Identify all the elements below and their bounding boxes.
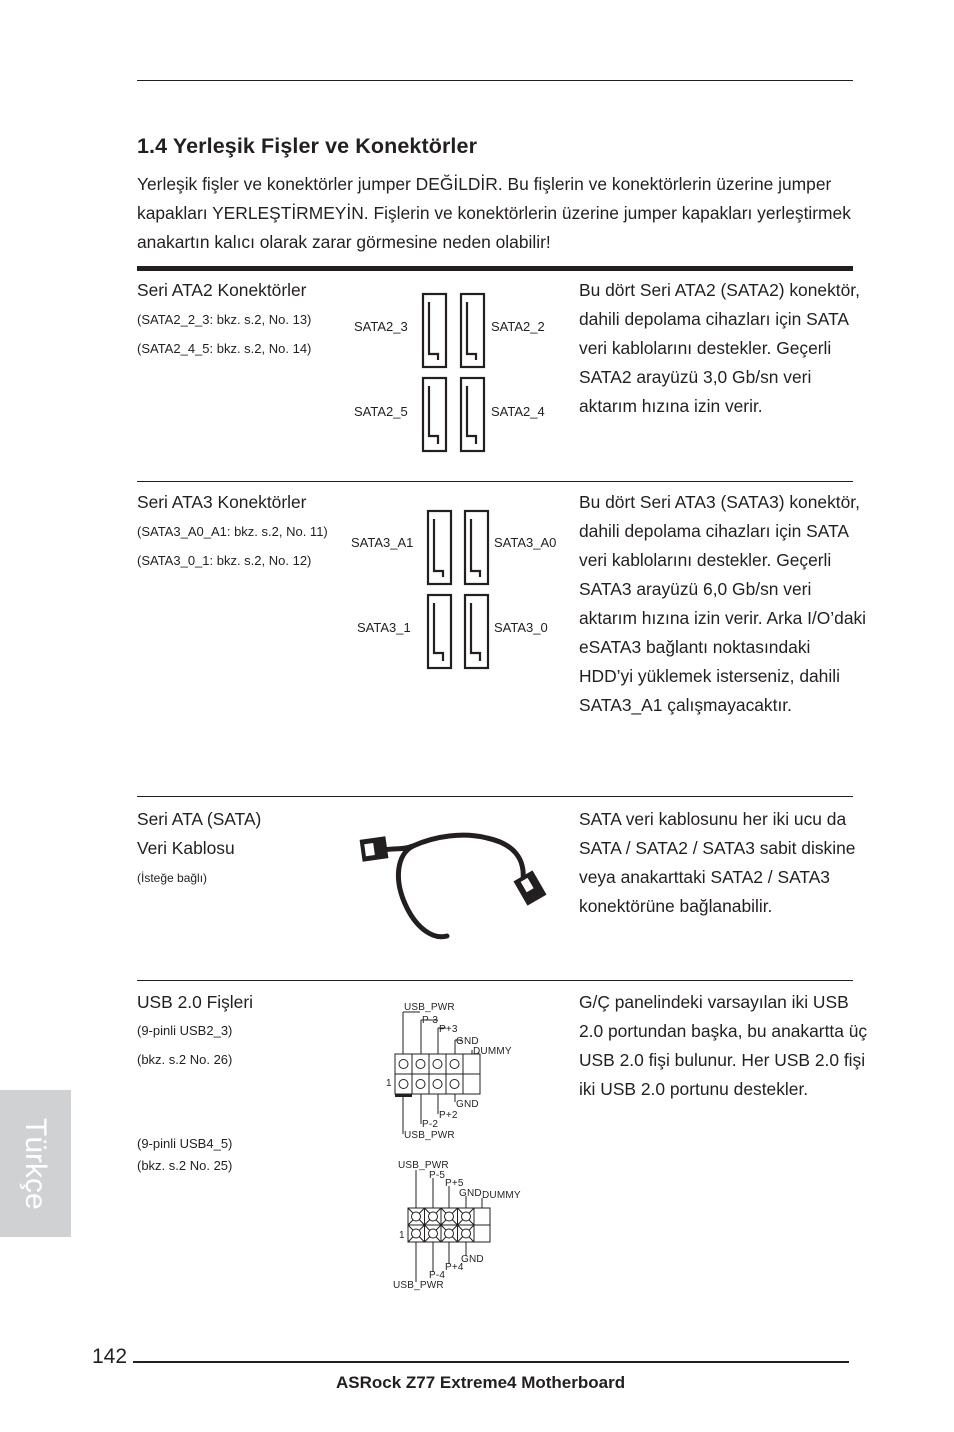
- row-divider-2: [137, 796, 853, 797]
- usb2-label-p+4: P+4: [445, 1262, 464, 1273]
- sata2-label-5: SATA2_5: [354, 404, 408, 419]
- cable-title-line1: Seri ATA (SATA): [137, 809, 262, 829]
- sata3-label-a1: SATA3_A1: [351, 535, 414, 550]
- cable-description: SATA veri kablosunu her iki ucu da SATA / SATA2 / SATA3 sabit diskine veya anakarttaki SATA2 / SATA3 konektörüne bağlanabilir.: [579, 809, 856, 916]
- usb2-label-gnd-bottom: GND: [461, 1254, 484, 1265]
- usb-header1-ref-a: (9-pinli USB2_3): [137, 1023, 233, 1038]
- usb1-label-p-3: P-3: [422, 1015, 439, 1026]
- language-side-label: Türkçe: [19, 1117, 52, 1210]
- sata2-title: Seri ATA2 Konektörler: [137, 280, 307, 300]
- usb-header2-ref-a: (9-pinli USB4_5): [137, 1136, 233, 1151]
- usb-description: G/Ç panelindeki varsayılan iki USB 2.0 portundan başka, bu anakartta üç USB 2.0 fişi bulunur. Her USB 2.0 fişi iki USB 2.0 portunu destekler.: [579, 992, 868, 1099]
- sata3-label-1: SATA3_1: [357, 620, 411, 635]
- usb1-pin-grid: [390, 1010, 490, 1145]
- sata3-label-a0: SATA3_A0: [494, 535, 557, 550]
- footer-product: ASRock Z77 Extreme4 Motherboard: [336, 1373, 626, 1392]
- usb2-pin-grid: [400, 1164, 500, 1289]
- page-number: 142: [92, 1345, 128, 1368]
- intro-paragraph: Yerleşik fişler ve konektörler jumper DEĞİLDİR. Bu fişlerin ve konektörlerin üzerine jumper kapakları YERLEŞTİRMEYİN. Fişlerin ve konektörlerin üzerine jumper kapakları yerleştirmek anakartın kalıcı olarak zarar görmesine neden olabilir!: [137, 174, 851, 252]
- usb1-pin1-label: 1: [386, 1078, 392, 1089]
- usb2-label-dummy: DUMMY: [482, 1190, 521, 1201]
- footer-rule: [133, 1361, 849, 1363]
- usb1-label-usbpwr-top: USB_PWR: [404, 1002, 455, 1013]
- cable-optional-note: (İsteğe bağlı): [137, 871, 208, 885]
- sata3-connectors-diagram: [425, 509, 493, 671]
- sata2-ref1: (SATA2_2_3: bkz. s.2, No. 13): [137, 312, 312, 327]
- sata3-description: Bu dört Seri ATA3 (SATA3) konektör, dahili depolama cihazları için SATA veri kablolarını destekler. Geçerli SATA3 arayüzü 6,0 Gb/sn veri aktarım hızına izin verir. Arka I/O’daki eSATA3 bağlantı noktasındaki HDD’yi yüklemek isterseniz, dahili SATA3_A1 çalışmayacaktır.: [579, 492, 867, 715]
- usb2-label-usbpwr-bottom: USB_PWR: [393, 1280, 444, 1291]
- sata2-connectors-diagram: [420, 292, 490, 454]
- sata3-ref1: (SATA3_A0_A1: bkz. s.2, No. 11): [137, 524, 328, 539]
- section-title: 1.4 Yerleşik Fişler ve Konektörler: [137, 134, 478, 158]
- usb2-label-usbpwr-top: USB_PWR: [398, 1160, 449, 1171]
- top-rule: [137, 80, 853, 81]
- sata3-ref2: (SATA3_0_1: bkz. s.2, No. 12): [137, 553, 312, 568]
- usb-title: USB 2.0 Fişleri: [137, 992, 253, 1012]
- usb1-label-dummy: DUMMY: [473, 1046, 512, 1057]
- sata-cable-image: [355, 820, 550, 950]
- usb1-label-p+3: P+3: [439, 1024, 458, 1035]
- usb1-label-gnd-top: GND: [456, 1036, 479, 1047]
- row-divider-3: [137, 980, 853, 981]
- usb2-label-gnd-top: GND: [459, 1188, 482, 1199]
- usb1-label-p+2: P+2: [439, 1110, 458, 1121]
- sata2-ref2: (SATA2_4_5: bkz. s.2, No. 14): [137, 341, 312, 356]
- usb2-label-p-5: P-5: [429, 1170, 446, 1181]
- usb1-label-p-2: P-2: [422, 1119, 439, 1130]
- usb2-label-p+5: P+5: [445, 1178, 464, 1189]
- sata3-title: Seri ATA3 Konektörler: [137, 492, 307, 512]
- sata2-description: Bu dört Seri ATA2 (SATA2) konektör, dahili depolama cihazları için SATA veri kablolarını destekler. Geçerli SATA2 arayüzü 3,0 Gb/sn veri aktarım hızına izin verir.: [579, 280, 860, 416]
- row-divider-1: [137, 481, 853, 482]
- sata2-label-2: SATA2_2: [491, 319, 545, 334]
- usb-header2-ref-b: (bkz. s.2 No. 25): [137, 1158, 233, 1173]
- usb1-label-gnd-bottom: GND: [456, 1099, 479, 1110]
- sata2-label-3: SATA2_3: [354, 319, 408, 334]
- table-top-rule: [137, 266, 853, 271]
- sata3-label-0: SATA3_0: [494, 620, 548, 635]
- sata2-label-4: SATA2_4: [491, 404, 545, 419]
- cable-title-line2: Veri Kablosu: [137, 838, 235, 858]
- usb2-pin1-label: 1: [399, 1230, 405, 1241]
- usb1-label-usbpwr-bottom: USB_PWR: [404, 1130, 455, 1141]
- usb2-label-p-4: P-4: [429, 1270, 446, 1281]
- usb-header1-ref-b: (bkz. s.2 No. 26): [137, 1052, 233, 1067]
